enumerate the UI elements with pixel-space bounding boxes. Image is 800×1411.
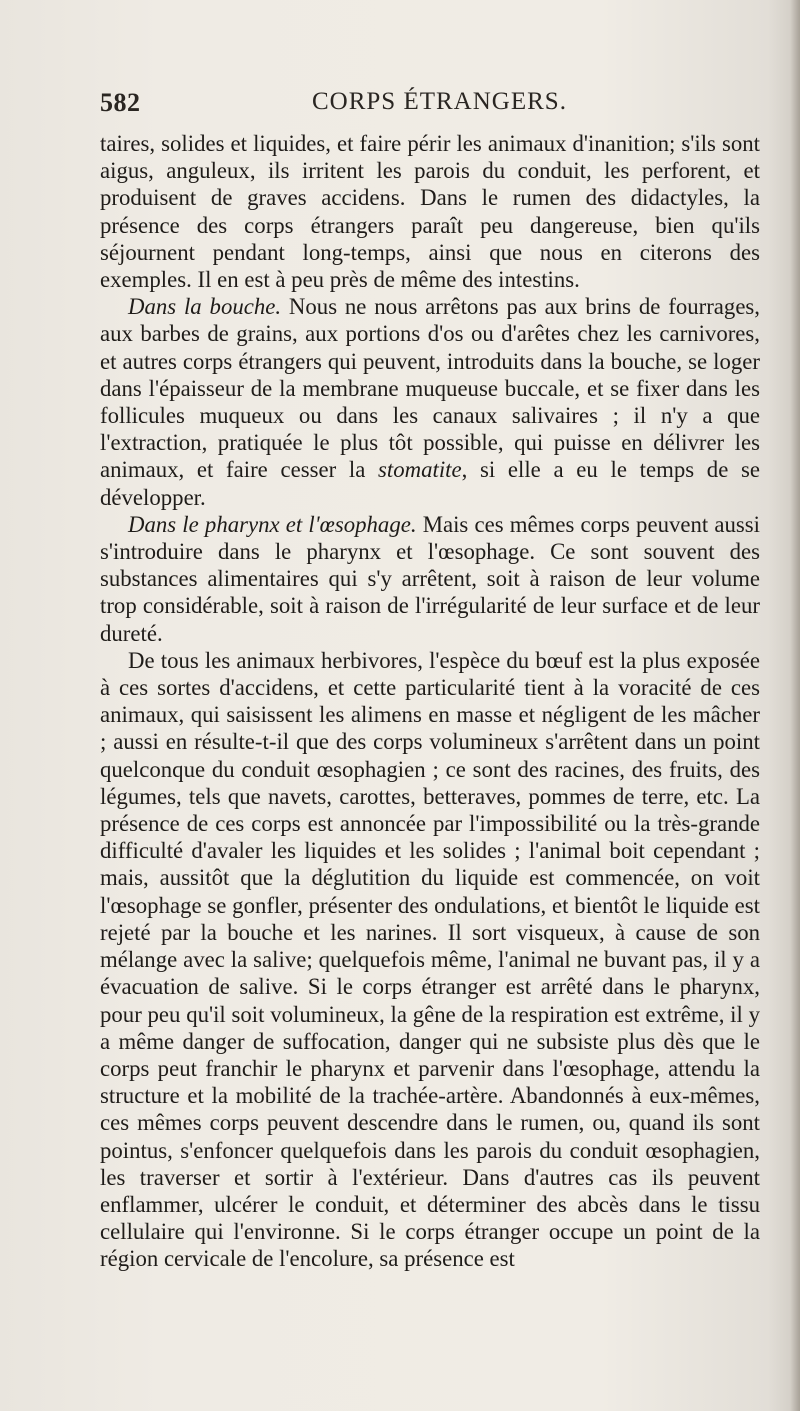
- page-header: [100, 88, 760, 122]
- section-lead-pharynx: Dans le pharynx et l'œsophage.: [128, 511, 417, 537]
- paragraph-4-text: De tous les animaux herbivores, l'espèce du bœuf est la plus exposée à ces sortes d'accidens, et cette particularité tient à la voracité de ces animaux, qui saisissent les alimens en masse et négligent de les mâcher ; aussi en résulte-t-il que des corps volumineux s'arrêtent dans un point quelconque du conduit œsophagien ; ce sont des racines, des fruits, des légumes, tels que navets, carottes, betteraves, pommes de terre, etc. La présence de ces corps est annoncée par l'impossibilité ou la très-grande difficulté d'avaler les liquides et les solides ; l'animal boit cependant ; mais, aussitôt que la déglutition du liquide est commencée, on voit l'œsophage se gonfler, présenter des ondulations, et bientôt le liquide est rejeté par la bouche et les narines. Il sort visqueux, à cause de son mélange avec la salive; quelquefois même, l'animal ne buvant pas, il y a évacuation de salive. Si le corps étranger est arrêté dans le pharynx, pour peu qu'il soit volumineux, la gêne de la respiration est extrême, il y a même danger de suffocation, danger qui ne subsiste plus dès que le corps peut franchir le pharynx et parvenir dans l'œsophage, attendu la structure et la mobilité de la trachée-artère. Abandonnés à eux-mêmes, ces mêmes corps peuvent descendre dans le rumen, ou, quand ils sont pointus, s'enfoncer quelquefois dans les parois du conduit œsophagien, les traverser et sortir à l'extérieur. Dans d'autres cas ils peuvent enflammer, ulcérer le conduit, et déterminer des abcès dans le tissu cellulaire qui l'environne. Si le corps étranger occupe un point de la région cervicale de l'encolure, sa présence est: [100, 647, 760, 1272]
- paragraph-1: [100, 130, 760, 293]
- paragraph-1-text: taires, solides et liquides, et faire périr les animaux d'inanition; s'ils sont aigus, anguleux, ils irritent les parois du conduit, les perforent, et produisent de graves accidens. Dans le rumen des didactyles, la présence des corps étrangers paraît peu dangereuse, bien qu'ils séjournent pendant long-temps, ainsi que nous en citerons des exemples. Il en est à peu près de même des intestins.: [100, 131, 760, 293]
- paragraph-3-text: Mais ces mêmes corps peuvent aussi s'introduire dans le pharynx et l'œsophage. Ce sont souvent des substances alimentaires qui s'y arrêtent, soit à raison de leur volume trop considérable, soit à raison de l'irrégularité de leur surface et de leur dureté.: [100, 511, 760, 646]
- running-head: CORPS ÉTRANGERS.: [312, 88, 567, 115]
- body-text: [100, 130, 760, 1273]
- paragraph-4: [100, 647, 760, 1273]
- paragraph-2: [100, 293, 760, 511]
- paragraph-2-text: Nous ne nous arrêtons pas aux brins de fourrages, aux barbes de grains, aux portions d'os ou d'arêtes chez les carnivores, et autres corps étrangers qui peuvent, introduits dans la bouche, se loger dans l'épaisseur de la membrane muqueuse buccale, et se fixer dans les follicules muqueux ou dans les canaux salivaires ; il n'y a que l'extraction, pratiquée le plus tôt possible, qui puisse en délivrer les animaux, et faire cesser la: [100, 294, 761, 483]
- paragraph-2-tail: , si elle a eu le temps de se développer.: [100, 457, 761, 510]
- paragraph-3: [100, 511, 760, 647]
- page-number: 582: [100, 88, 141, 117]
- page-edge-shadow: [790, 0, 800, 1411]
- term-stomatite: stomatite: [378, 457, 462, 483]
- section-lead-bouche: Dans la bouche.: [128, 294, 282, 320]
